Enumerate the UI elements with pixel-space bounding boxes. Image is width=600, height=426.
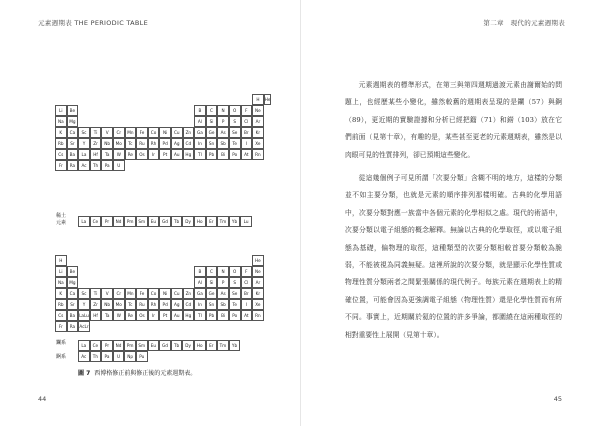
element-cell: Co bbox=[148, 288, 160, 299]
element-cell: Ra bbox=[67, 160, 79, 171]
element-cell: Ce bbox=[90, 340, 102, 351]
actinide-row bbox=[78, 351, 148, 362]
periodic-table-after bbox=[55, 255, 264, 332]
element-cell: Gd bbox=[159, 340, 171, 351]
element-cell: Th bbox=[90, 160, 102, 171]
element-cell: Eu bbox=[148, 340, 160, 351]
element-cell: Dy bbox=[182, 340, 194, 351]
element-cell: In bbox=[194, 138, 206, 149]
element-cell: Ti bbox=[90, 288, 102, 299]
element-cell: Ni bbox=[159, 288, 171, 299]
running-header-right: 第二章 現代的元素週期表 bbox=[483, 19, 565, 27]
element-cell: Lu bbox=[240, 216, 252, 227]
element-cell: C bbox=[206, 105, 218, 116]
element-cell: Pb bbox=[206, 149, 218, 160]
element-cell: Si bbox=[206, 116, 218, 127]
element-cell: Pm bbox=[124, 340, 136, 351]
element-cell: V bbox=[101, 288, 113, 299]
element-cell: Cs bbox=[55, 310, 67, 321]
lanthanide-label: 鑭系 bbox=[56, 340, 67, 346]
element-cell: Al bbox=[194, 277, 206, 288]
element-cell: Mn bbox=[125, 127, 137, 138]
element-cell: Sb bbox=[217, 299, 229, 310]
figure-number: 圖 7 bbox=[78, 370, 91, 377]
element-cell: K bbox=[55, 288, 67, 299]
element-cell: W bbox=[113, 149, 125, 160]
element-cell: He bbox=[252, 255, 264, 266]
element-cell: B bbox=[194, 266, 206, 277]
element-cell: La bbox=[78, 216, 90, 227]
element-cell: Cr bbox=[113, 288, 125, 299]
element-cell: Te bbox=[229, 299, 241, 310]
element-cell: Sr bbox=[67, 299, 79, 310]
element-cell: Ho bbox=[194, 216, 206, 227]
element-cell: Pr bbox=[101, 216, 113, 227]
element-cell: Li bbox=[55, 266, 67, 277]
element-cell: Os bbox=[136, 310, 148, 321]
element-cell: Li bbox=[55, 105, 67, 116]
element-cell: Mn bbox=[125, 288, 137, 299]
element-cell: Mo bbox=[113, 299, 125, 310]
page-number-right: 45 bbox=[553, 395, 562, 403]
element-cell: Sn bbox=[206, 138, 218, 149]
element-cell: Cu bbox=[171, 288, 183, 299]
element-cell: Na bbox=[55, 116, 67, 127]
element-cell: P bbox=[217, 116, 229, 127]
element-cell: W bbox=[113, 310, 125, 321]
element-cell: Ba bbox=[67, 310, 79, 321]
element-cell: Yb bbox=[229, 216, 241, 227]
element-cell: Nd bbox=[113, 340, 125, 351]
element-cell: Pt bbox=[159, 149, 171, 160]
element-cell: Re bbox=[125, 310, 137, 321]
element-cell: Au bbox=[171, 310, 183, 321]
element-cell: Ca bbox=[67, 127, 79, 138]
element-cell: Rb bbox=[55, 138, 67, 149]
element-cell: Ru bbox=[136, 299, 148, 310]
element-cell: As bbox=[217, 288, 229, 299]
element-cell: Po bbox=[229, 149, 241, 160]
element-cell: Ru bbox=[136, 138, 148, 149]
element-cell: Pa bbox=[101, 160, 113, 171]
element-cell: N bbox=[217, 105, 229, 116]
element-cell: Hg bbox=[183, 149, 195, 160]
element-cell: Pr bbox=[101, 340, 113, 351]
element-cell: Kr bbox=[252, 288, 264, 299]
element-cell: N bbox=[217, 266, 229, 277]
paragraph: 元素週期表的標準形式，在第三與第四週期過渡元素由謝爾始的問題上，也經歷某些小變化，雖然較舊的週期表呈現的是鑭（57）與錒（89），更近期的實驗證據和分析已經把鎦（71）和鐒（103）放在它們前面（見第十章），有趣的是，某些甚至更老的元素週期表，雖然是以肉眼可見的性質排列，卻已預期這些變化。 bbox=[345, 81, 562, 159]
element-cell: Y bbox=[78, 299, 90, 310]
element-cell: La bbox=[78, 340, 90, 351]
element-cell: S bbox=[229, 277, 241, 288]
element-cell: H bbox=[55, 255, 67, 266]
element-cell: Np bbox=[124, 351, 136, 362]
element-cell: Tl bbox=[194, 149, 206, 160]
element-cell: Br bbox=[241, 288, 253, 299]
element-cell: Ta bbox=[101, 310, 113, 321]
element-cell: Sc bbox=[78, 127, 90, 138]
element-cell: Co bbox=[148, 127, 160, 138]
element-cell: V bbox=[101, 127, 113, 138]
element-cell: In bbox=[194, 299, 206, 310]
element-cell: Yb bbox=[229, 340, 241, 351]
element-cell: Cd bbox=[183, 138, 195, 149]
element-cell: Kr bbox=[252, 127, 264, 138]
element-cell: Hf bbox=[90, 310, 102, 321]
element-cell: Bi bbox=[217, 310, 229, 321]
element-cell: Tl bbox=[194, 310, 206, 321]
element-cell: K bbox=[55, 127, 67, 138]
element-cell: Sr bbox=[67, 138, 79, 149]
element-cell: LaLu bbox=[78, 310, 90, 321]
element-cell: Ca bbox=[67, 288, 79, 299]
element-cell: Rh bbox=[148, 138, 160, 149]
element-cell: Ga bbox=[194, 288, 206, 299]
element-cell: Nb bbox=[101, 299, 113, 310]
element-cell: Tb bbox=[171, 340, 183, 351]
element-cell: Sn bbox=[206, 299, 218, 310]
body-text bbox=[345, 77, 562, 350]
element-cell: Xe bbox=[252, 138, 264, 149]
element-cell: Er bbox=[206, 340, 218, 351]
element-cell: Ar bbox=[252, 277, 264, 288]
element-cell: Cs bbox=[55, 149, 67, 160]
element-cell: Zn bbox=[183, 288, 195, 299]
element-cell: U bbox=[113, 351, 125, 362]
element-cell: O bbox=[229, 266, 241, 277]
rare-earth-label: 稀土 元素 bbox=[56, 213, 67, 226]
element-cell: As bbox=[217, 127, 229, 138]
element-cell: Mg bbox=[67, 116, 79, 127]
element-cell: Ar bbox=[252, 116, 264, 127]
element-cell: Bi bbox=[217, 149, 229, 160]
element-cell: P bbox=[217, 277, 229, 288]
element-cell: Y bbox=[78, 138, 90, 149]
element-cell: Tb bbox=[171, 216, 183, 227]
element-cell: Be bbox=[67, 105, 79, 116]
figure-caption-text: 西博格修正前與修正後的元素週期表。 bbox=[94, 370, 197, 377]
element-cell: H bbox=[252, 94, 264, 105]
element-cell: Pd bbox=[159, 299, 171, 310]
element-cell: Er bbox=[206, 216, 218, 227]
element-cell: Po bbox=[229, 310, 241, 321]
element-cell: Ir bbox=[148, 149, 160, 160]
actinide-label: 錒系 bbox=[56, 354, 67, 360]
element-cell: Ir bbox=[148, 310, 160, 321]
element-cell: Ge bbox=[206, 127, 218, 138]
element-cell: Sm bbox=[136, 216, 148, 227]
element-cell: Se bbox=[229, 288, 241, 299]
element-cell: Mo bbox=[113, 138, 125, 149]
element-cell: Ti bbox=[90, 127, 102, 138]
element-cell: Rn bbox=[252, 310, 264, 321]
element-cell: He bbox=[264, 94, 272, 105]
element-cell: Si bbox=[206, 277, 218, 288]
element-cell: Sb bbox=[217, 138, 229, 149]
paragraph: 從這幾個例子可見所謂「次要分類」含糊不明的地方，這樣的分類並不如主要分類，也就是元素的順序排列那樣明確。古典的化學用語中，次要分類對應一族當中各個元素的化學相似之處。現代的術語中，次要分類以電子組態的概念解釋。無論以古典的化學取徑，或以電子組態為基礎，偏物理的取徑，這種類型的次要分類相較首要分類較為脆弱，不能被視為同義無疑。這裡所說的次要分類，就是顯示化學性質或物理性質分類兩者之間緊張關係的現代例子。每族元素在週期表上的精確位置，可能會因為更強調電子組態（物理性質）還是化學性質而有所不同。事實上，近期關於氦的位置的許多爭論，都圍繞在這兩種取徑的相對重要性上展開（見第十章）。 bbox=[345, 174, 562, 339]
element-cell: Ta bbox=[101, 149, 113, 160]
element-cell: Na bbox=[55, 277, 67, 288]
element-cell: I bbox=[241, 299, 253, 310]
element-cell: Fe bbox=[136, 288, 148, 299]
element-cell: Fr bbox=[55, 321, 67, 332]
element-cell: AcLr bbox=[78, 321, 90, 332]
page-gutter bbox=[300, 0, 301, 426]
element-cell: Cr bbox=[113, 127, 125, 138]
element-cell: Rn bbox=[252, 149, 264, 160]
element-cell: At bbox=[241, 310, 253, 321]
element-cell: Mg bbox=[67, 277, 79, 288]
element-cell: Pd bbox=[159, 138, 171, 149]
element-cell: Sm bbox=[136, 340, 148, 351]
element-cell: O bbox=[229, 105, 241, 116]
element-cell: Re bbox=[125, 149, 137, 160]
element-cell: Rb bbox=[55, 299, 67, 310]
element-cell: Be bbox=[67, 266, 79, 277]
element-cell: Ce bbox=[90, 216, 102, 227]
element-cell: Al bbox=[194, 116, 206, 127]
element-cell: Ho bbox=[194, 340, 206, 351]
element-cell: F bbox=[241, 105, 253, 116]
element-cell: Pm bbox=[124, 216, 136, 227]
element-cell: C bbox=[206, 266, 218, 277]
element-cell: Pa bbox=[101, 351, 113, 362]
element-cell: Ac bbox=[78, 351, 90, 362]
element-cell: Tm bbox=[217, 216, 229, 227]
page-number-left: 44 bbox=[38, 395, 47, 403]
element-cell: Ag bbox=[171, 138, 183, 149]
element-cell: At bbox=[241, 149, 253, 160]
element-cell: Tc bbox=[125, 299, 137, 310]
element-cell: Te bbox=[229, 138, 241, 149]
element-cell: La bbox=[78, 149, 90, 160]
element-cell: Cu bbox=[171, 127, 183, 138]
running-header-left: 元素週期表 THE PERIODIC TABLE bbox=[38, 19, 148, 27]
element-cell: Dy bbox=[182, 216, 194, 227]
element-cell: Hf bbox=[90, 149, 102, 160]
element-cell: Nd bbox=[113, 216, 125, 227]
figure-caption bbox=[78, 368, 196, 377]
element-cell: Ac bbox=[78, 160, 90, 171]
element-cell: Pu bbox=[136, 351, 148, 362]
element-cell: S bbox=[229, 116, 241, 127]
element-cell: Ne bbox=[252, 266, 264, 277]
element-cell: Ag bbox=[171, 299, 183, 310]
element-cell: Pt bbox=[159, 310, 171, 321]
element-cell: Eu bbox=[148, 216, 160, 227]
element-cell: Cl bbox=[241, 116, 253, 127]
element-cell: Rh bbox=[148, 299, 160, 310]
element-cell: Ra bbox=[67, 321, 79, 332]
element-cell: Hg bbox=[183, 310, 195, 321]
element-cell: Zn bbox=[183, 127, 195, 138]
element-cell: Pb bbox=[206, 310, 218, 321]
element-cell: Gd bbox=[159, 216, 171, 227]
lanthanide-row bbox=[78, 340, 240, 351]
element-cell: Ba bbox=[67, 149, 79, 160]
element-cell: Fr bbox=[55, 160, 67, 171]
element-cell: Nb bbox=[101, 138, 113, 149]
element-cell: Zr bbox=[90, 138, 102, 149]
element-cell: Au bbox=[171, 149, 183, 160]
element-cell: B bbox=[194, 105, 206, 116]
element-cell: Xe bbox=[252, 299, 264, 310]
element-cell: Ga bbox=[194, 127, 206, 138]
periodic-table-before bbox=[55, 94, 271, 171]
element-cell: Zr bbox=[90, 299, 102, 310]
element-cell: Os bbox=[136, 149, 148, 160]
element-cell: Ge bbox=[206, 288, 218, 299]
rare-earth-row bbox=[78, 216, 252, 227]
element-cell: F bbox=[241, 266, 253, 277]
element-cell: Se bbox=[229, 127, 241, 138]
element-cell: Ni bbox=[159, 127, 171, 138]
element-cell: Cl bbox=[241, 277, 253, 288]
element-cell: Tm bbox=[217, 340, 229, 351]
element-cell: I bbox=[241, 138, 253, 149]
element-cell: Th bbox=[90, 351, 102, 362]
element-cell: U bbox=[113, 160, 125, 171]
element-cell: Sc bbox=[78, 288, 90, 299]
element-cell: Br bbox=[241, 127, 253, 138]
element-cell: Ne bbox=[252, 105, 264, 116]
element-cell: Tc bbox=[125, 138, 137, 149]
element-cell: Cd bbox=[183, 299, 195, 310]
element-cell: Fe bbox=[136, 127, 148, 138]
